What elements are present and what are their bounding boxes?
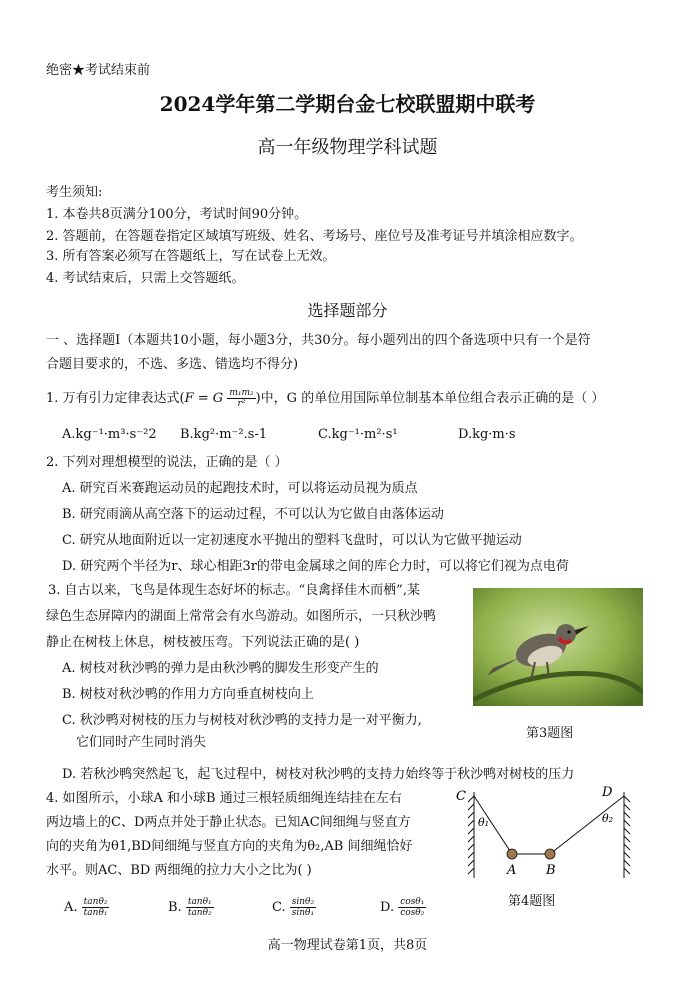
section-intro: 合题目要求的，不选、多选、错选均不得分): [46, 357, 299, 372]
option-c: C. 研究从地面附近以一定初速度水平抛出的塑料飞盘时，可以认为它做平抛运动: [62, 533, 522, 548]
bird-photo: [473, 588, 643, 706]
section-title: 选择题部分: [307, 301, 388, 320]
question-4-stem: 两边墙上的C、D两点并处于静止状态。已知AC间细绳与竖直方: [46, 815, 411, 830]
option-fraction: $\frac{\text{tanθ₁}}{\text{tanθ₂}}$: [187, 897, 212, 918]
option-d: D. $\frac{\text{cosθ₁}}{\text{cosθ₂}}$: [380, 897, 425, 918]
option-fraction: $\frac{\text{tanθ₂}}{\text{tanθ₁}}$: [83, 897, 108, 918]
question-3-stem: 绿色生态屏障内的湖面上常常会有水鸟游动。如图所示，一只秋沙鸭: [46, 609, 437, 624]
option-d: D.kg·m·s: [458, 427, 516, 442]
option-c: C. 秋沙鸭对树枝的压力与树枝对秋沙鸭的支持力是一对平衡力,: [62, 713, 422, 728]
option-b: B. 研究雨滴从高空落下的运动过程，不可以认为它做自由落体运动: [62, 507, 444, 522]
question-3-stem: 3. 自古以来，飞鸟是体现生态好坏的标志。“良禽择佳木而栖”,某: [48, 583, 420, 598]
label-b: B: [546, 863, 556, 878]
option-fraction: $\frac{\text{cosθ₁}}{\text{cosθ₂}}$: [400, 897, 425, 918]
notice-item: 3. 所有答案必须写在答题纸上，写在试卷上无效。: [46, 249, 336, 264]
figure-3-caption: 第3题图: [526, 726, 574, 741]
option-a: A.kg⁻¹·m³·s⁻²2: [62, 427, 157, 442]
question-3-stem: 静止在树枝上休息，树枝被压弯。下列说法正确的是( ): [46, 635, 360, 650]
label-a: A: [507, 863, 517, 878]
question-2-stem: 2. 下列对理想模型的说法，正确的是（ ）: [46, 455, 288, 470]
option-fraction: $\frac{\text{sinθ₂}}{\text{sinθ₁}}$: [291, 897, 315, 918]
option-c: C. $\frac{\text{sinθ₂}}{\text{sinθ₁}}$: [272, 897, 315, 918]
confidential-mark: 绝密★考试结束前: [46, 63, 151, 78]
notice-item: 2. 答题前，在答题卷指定区域填写班级、姓名、考场号、座位号及准考证号并填涂相应数字。: [46, 229, 583, 244]
option-d: D. 若秋沙鸭突然起飞，起飞过程中，树枝对秋沙鸭的支持力始终等于秋沙鸭对树枝的压力: [62, 767, 575, 782]
option-a: A. $\frac{\text{tanθ₂}}{\text{tanθ₁}}$: [64, 897, 108, 918]
question-4-stem: 向的夹角为θ1,BD间细绳与竖直方向的夹角为θ₂,AB 间细绳恰好: [46, 839, 413, 854]
notice-item: 1. 本卷共8页满分100分，考试时间90分钟。: [46, 207, 308, 222]
label-c: C: [456, 789, 466, 804]
exam-subtitle: 高一年级物理学科试题: [257, 137, 438, 158]
option-b: B. $\frac{\text{tanθ₁}}{\text{tanθ₂}}$: [168, 897, 212, 918]
figure-4-caption: 第4题图: [508, 894, 556, 909]
option-b: B. 树枝对秋沙鸭的作用力方向垂直树枝向上: [62, 687, 314, 702]
question-1-stem: 1. 万有引力定律表达式(F = G $\frac{\text{m₁m₂}}{\text{r²}}$ )中，G 的单位用国际单位制基本单位组合表示正确的是（ ）: [46, 388, 605, 409]
label-theta1: θ₁: [478, 816, 490, 829]
label-d: D: [602, 785, 613, 800]
notice-heading: 考生须知:: [46, 185, 103, 200]
option-a: A. 研究百米赛跑运动员的起跑技术时，可以将运动员视为质点: [62, 481, 418, 496]
page-footer: 高一物理试卷第1页，共8页: [267, 938, 428, 953]
exam-title: 2024学年第二学期台金七校联盟期中联考: [159, 92, 536, 116]
option-b: B.kg²·m⁻².s-1: [180, 427, 268, 442]
formula-fraction: $\frac{\text{m₁m₂}}{\text{r²}}$: [229, 388, 254, 409]
question-4-stem: 水平。则AC、BD 两细绳的拉力大小之比为( ): [46, 863, 312, 878]
option-d: D. 研究两个半径为r、球心相距3r的带电金属球之间的库仑力时，可以将它们视为点电荷: [62, 559, 569, 574]
section-intro: 一 、选择题Ⅰ（本题共10小题，每小题3分，共30分。每小题列出的四个备选项中只有一个是符: [46, 333, 591, 348]
option-c: C.kg⁻¹·m²·s¹: [318, 427, 398, 442]
notice-item: 4. 考试结束后，只需上交答题纸。: [46, 271, 245, 286]
option-c-continued: 它们同时产生同时消失: [76, 735, 207, 750]
figure-4-diagram: [452, 782, 636, 882]
question-4-stem: 4. 如图所示，小球A 和小球B 通过三根轻质细绳连结挂在左右: [46, 791, 402, 806]
option-a: A. 树枝对秋沙鸭的弹力是由秋沙鸭的脚发生形变产生的: [62, 661, 379, 676]
label-theta2: θ₂: [602, 812, 614, 825]
